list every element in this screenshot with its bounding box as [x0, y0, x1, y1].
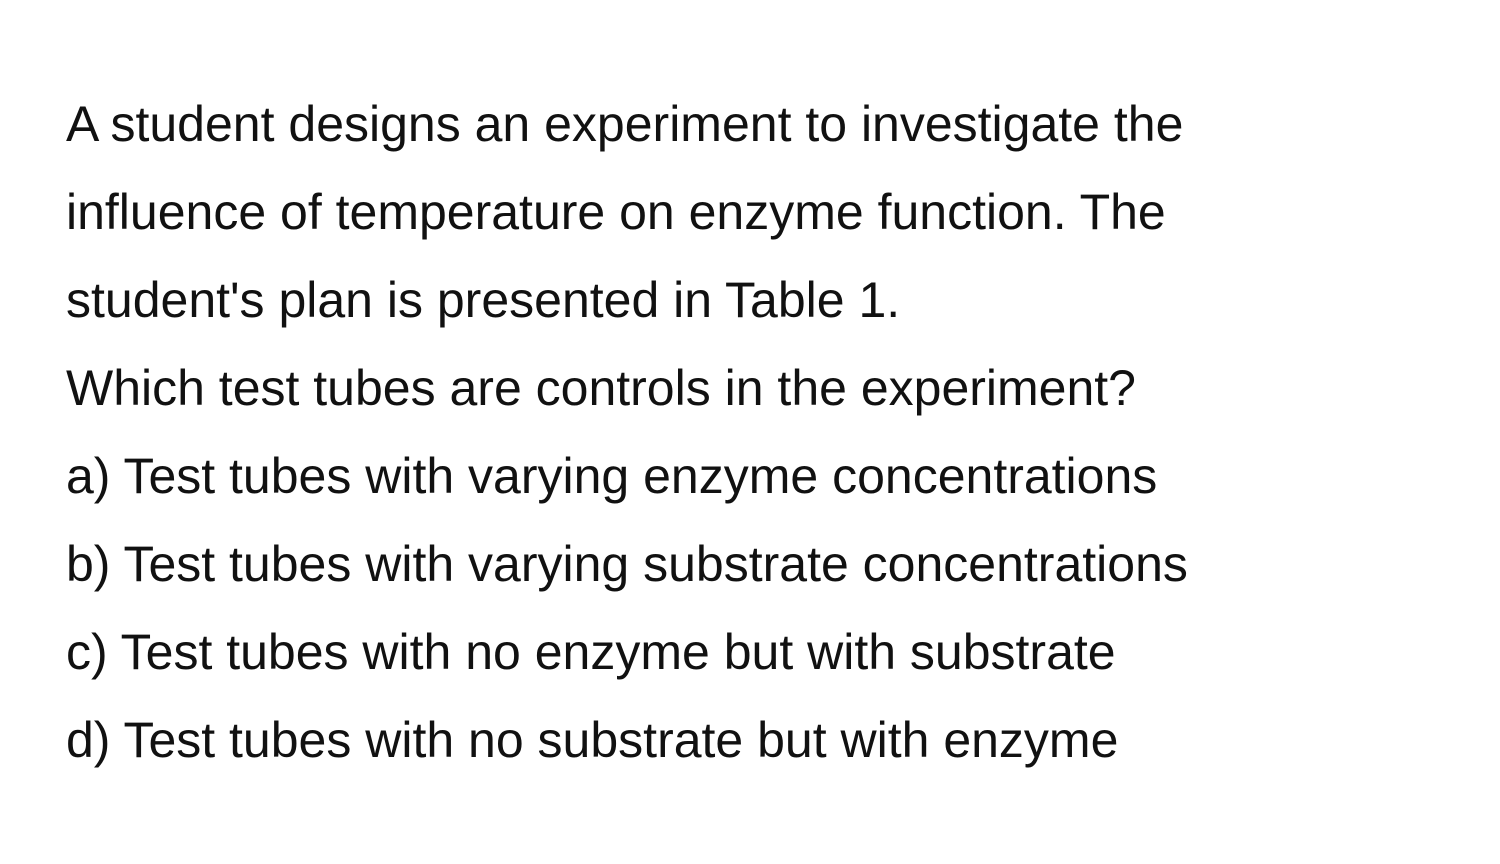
stem-line: influence of temperature on enzyme function. The: [66, 184, 1166, 240]
stem-line: A student designs an experiment to investigate the: [66, 96, 1184, 152]
option-b: b) Test tubes with varying substrate concentrations: [66, 536, 1188, 592]
question-document: [66, 80, 1466, 784]
question-stem: [66, 80, 1466, 344]
question-prompt: Which test tubes are controls in the experiment?: [66, 360, 1136, 416]
option-d: d) Test tubes with no substrate but with enzyme: [66, 712, 1119, 768]
option-c: c) Test tubes with no enzyme but with substrate: [66, 624, 1116, 680]
option-a: a) Test tubes with varying enzyme concentrations: [66, 448, 1158, 504]
stem-line: student's plan is presented in Table 1.: [66, 272, 901, 328]
answer-options: [66, 432, 1466, 784]
